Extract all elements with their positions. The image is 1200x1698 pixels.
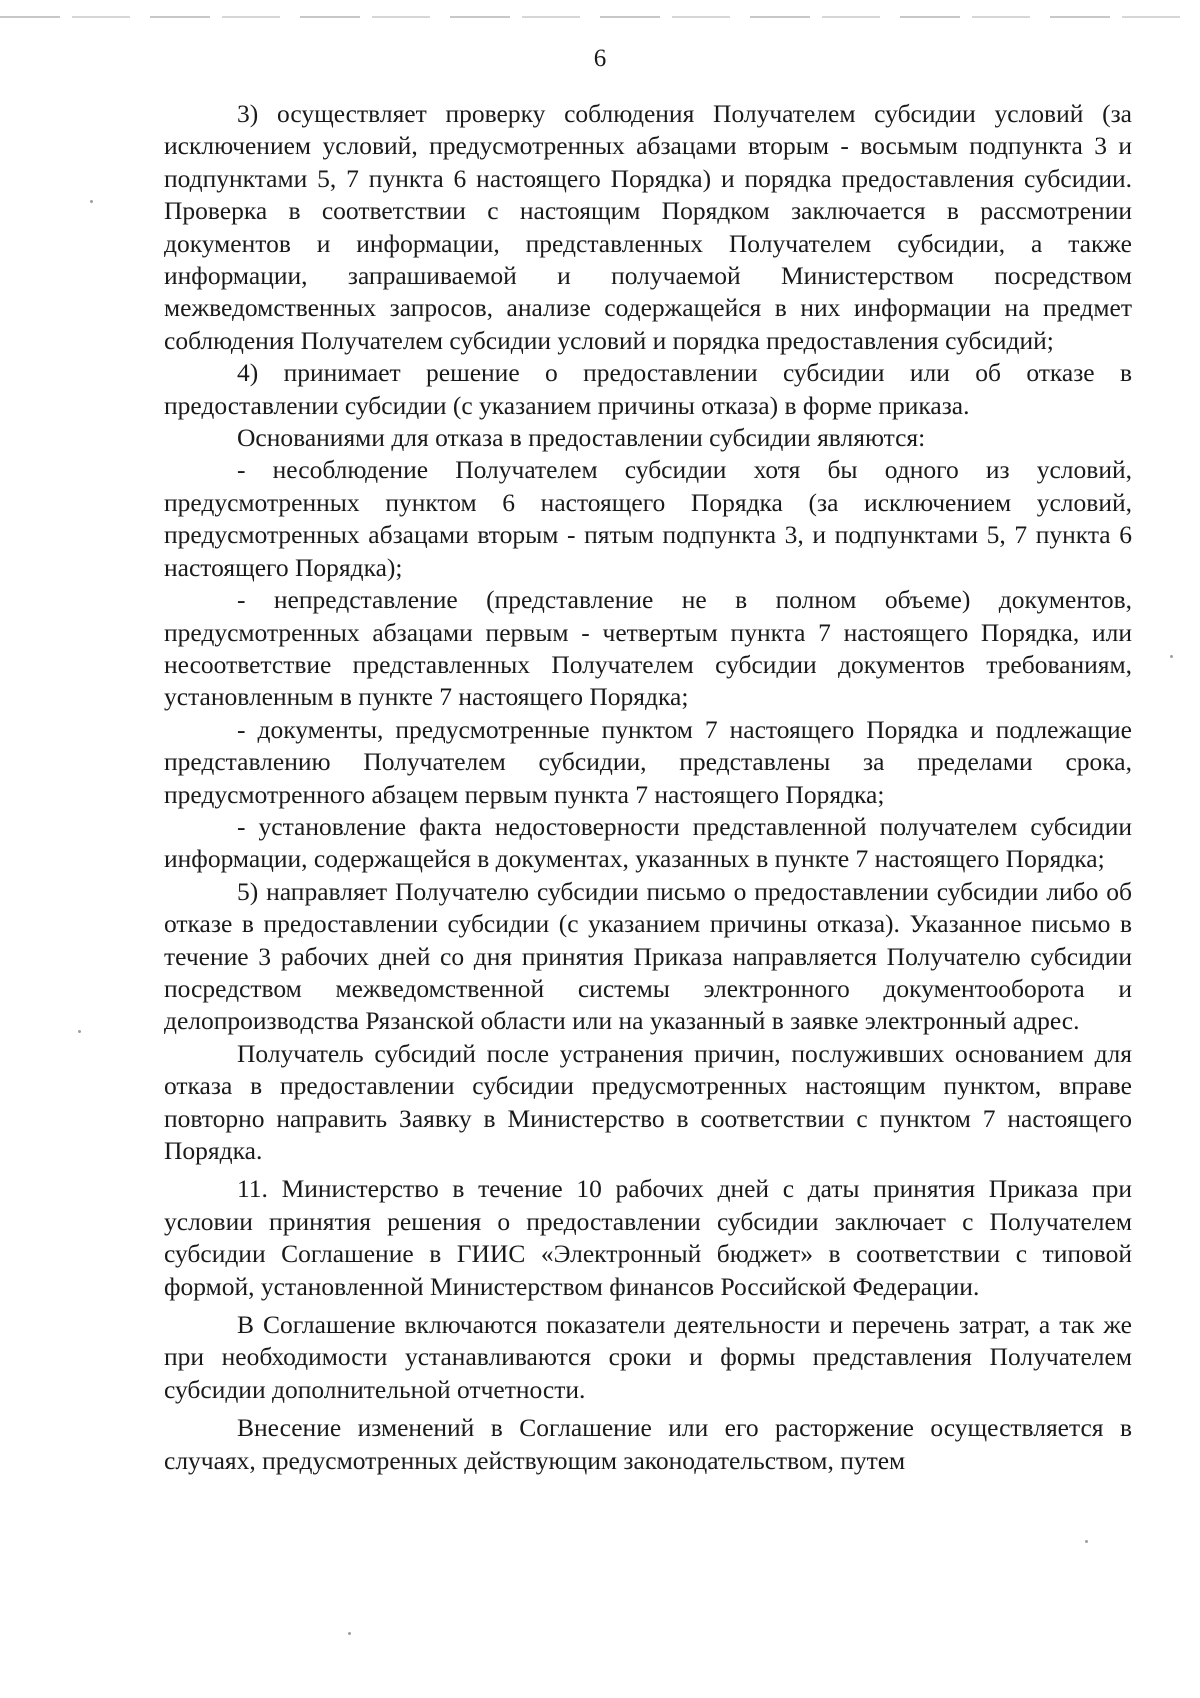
paragraph-ground-noncompliance: - несоблюдение Получателем субсидии хотя бы одного из условий, предусмотренных пунктом 6 настоящего Порядка (за исключением условий, предусмотренных абзацами вторым - пятым подпункта 3, и подпунктами 5, 7 пункта 6 настоящего Порядка); [164, 455, 1132, 582]
page-number: 6 [593, 45, 607, 72]
paragraph-ground-nonsubmission: - непредставление (представление не в полном объеме) документов, предусмотренных абзацами первым - четвертым пункта 7 настоящего Порядка, или несоответствие представленных Получателем субсидии документов требованиям, установленным в пункте 7 настоящего Порядка; [164, 585, 1132, 712]
scan-top-edge [0, 16, 1200, 18]
scan-speck [90, 200, 93, 203]
scan-speck [348, 1632, 351, 1635]
paragraph-ground-late-submission: - документы, предусмотренные пунктом 7 настоящего Порядка и подлежащие представлению Получателем субсидии, представлены за пределами срока, предусмотренного абзацем первым пункта 7 настоящего Порядка; [164, 714, 1132, 809]
paragraph-item-4: 4) принимает решение о предоставлении субсидии или об отказе в предоставлении субсидии (с указанием причины отказа) в форме приказа. [164, 358, 1132, 420]
paragraph-agreement-changes: Внесение изменений в Соглашение или его расторжение осуществляется в случаях, предусмотренных действующим законодательством, путем [164, 1413, 1132, 1475]
paragraph-item-5: 5) направляет Получателю субсидии письмо о предоставлении субсидии либо об отказе в предоставлении субсидии (с указанием причины отказа). Указанное письмо в течение 3 рабочих дней со дня принятия Приказа направляется Получателю субсидии посредством межведомственной системы электронного документооборота и делопроизводства Рязанской области или на указанный в заявке электронный адрес. [164, 876, 1132, 1036]
paragraph-ground-false-info: - установление факта недостоверности представленной получателем субсидии информации, содержащейся в документах, указанных в пункте 7 настоящего Порядка; [164, 811, 1132, 874]
scan-speck [78, 1030, 81, 1033]
paragraph-refusal-grounds: Основаниями для отказа в предоставлении субсидии являются: [237, 423, 926, 453]
paragraph-agreement-content: В Соглашение включаются показатели деятельности и перечень затрат, а так же при необходимости устанавливаются сроки и формы представления Получателем субсидии дополнительной отчетности. [164, 1310, 1132, 1404]
paragraph-point-11: 11. Министерство в течение 10 рабочих дней с даты принятия Приказа при условии принятия решения о предоставлении субсидии заключает с Получателем субсидии Соглашение в ГИИС «Электронный бюджет» в соответствии с типовой формой, установленной Министерством финансов Российской Федерации. [164, 1174, 1132, 1301]
document-body [164, 98, 1132, 1477]
scan-speck [1170, 655, 1173, 658]
scan-speck [1085, 1540, 1088, 1543]
paragraph-resubmission: Получатель субсидий после устранения причин, послуживших основанием для отказа в предоставлении субсидии предусмотренных настоящим пунктом, вправе повторно направить Заявку в Министерство в соответствии с пунктом 7 настоящего Порядка. [164, 1038, 1132, 1165]
paragraph-item-3: 3) осуществляет проверку соблюдения Получателем субсидии условий (за исключением условий, предусмотренных абзацами вторым - восьмым подпункта 3 и подпунктами 5, 7 пункта 6 настоящего Порядка) и порядка предоставления субсидии. Проверка в соответствии с настоящим Порядком заключается в рассмотрении документов и информации, представленных Получателем субсидии, а также информации, запрашиваемой и получаемой Министерством посредством межведомственных запросов, анализе содержащейся в них информации на предмет соблюдения Получателем субсидии условий и порядка предоставления субсидий; [164, 99, 1132, 355]
